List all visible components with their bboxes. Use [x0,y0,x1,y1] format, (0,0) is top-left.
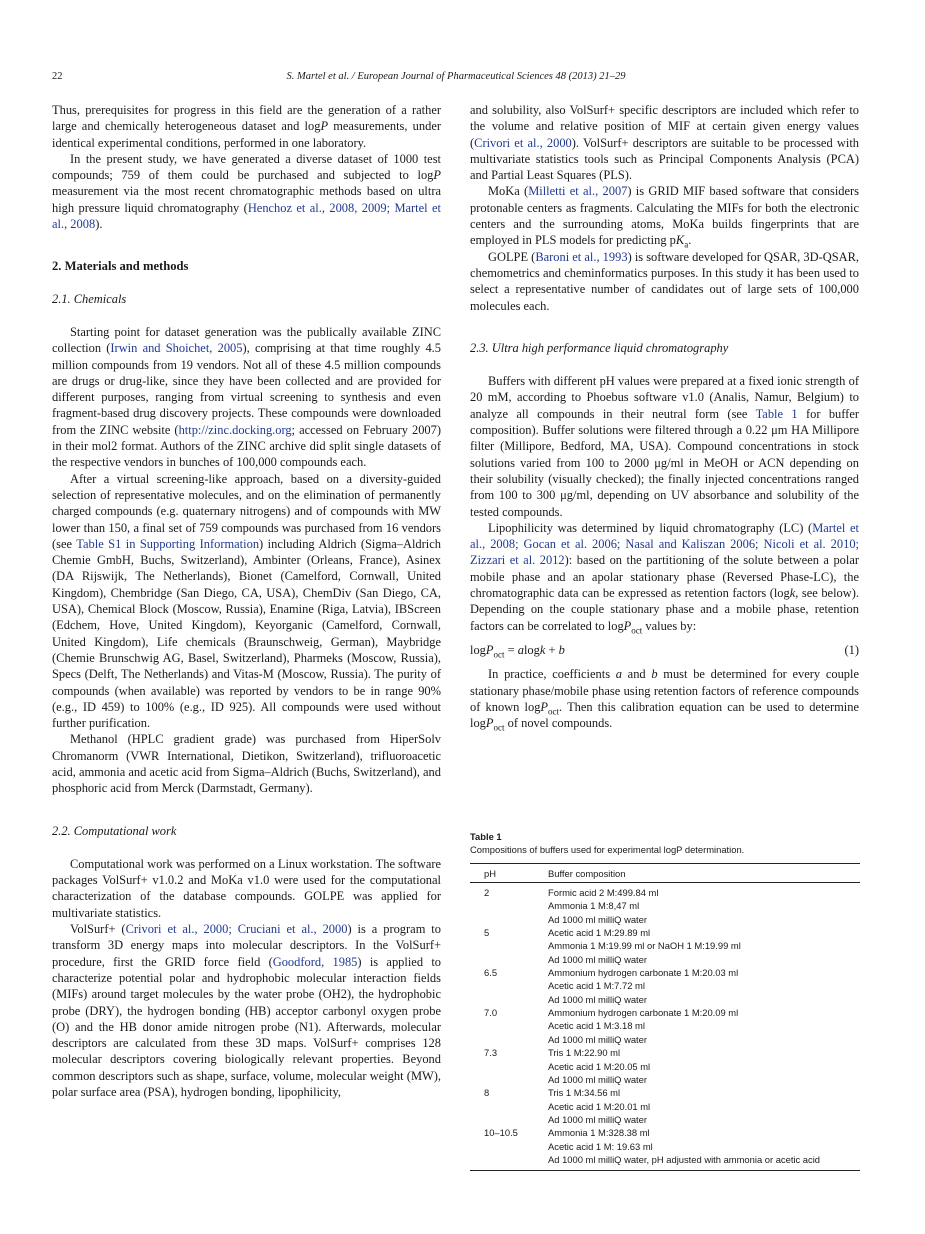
text-run: GOLPE ( [488,249,536,264]
citation-link[interactable]: Table S1 in Supporting Information [76,536,260,551]
paragraph [470,373,859,520]
text-run: must be determined for every couple stationary phase/mobile phase using retention factors of reference compounds of known log [470,667,859,714]
text-run: ): based on the partitioning of the solute between a polar mobile phase and an apolar stationary phase (Reversed Phase-LC), the chromatographic data can be expressed as retention factors (log [470,553,860,601]
paragraph [470,666,859,731]
composition-cell: Ammonia 1 M:328.38 ml [548,1127,650,1139]
text-run: ), comprising at that time roughly 4.5 million compounds from 19 vendors. Not all of these 4.5 million compounds are drugs or drug-like, since they have been collected and are provided for different purposes, ranging from virtual screening to synthesis and even fragment-based drug discovery projects. These compounds were downloaded from the ZINC website ( [52,341,441,437]
section-heading: 2. Materials and methods [52,259,189,274]
text-run: Starting point for dataset generation was the publically available ZINC collection ( [52,324,441,356]
column-header-ph: pH [470,863,548,882]
ph-cell: 7.3 [484,1047,498,1059]
composition-cell: Tris 1 M:22.90 ml [548,1047,621,1059]
ph-cell [470,1019,548,1032]
table-row [470,1006,860,1019]
composition-cell: Acetic acid 1 M:29.89 ml [548,927,651,939]
subscript-text: oct [631,625,643,636]
paragraph [470,520,859,634]
ph-cell: 7.0 [484,1007,498,1019]
ph-cell: 8 [484,1087,490,1099]
italic-text: a [615,667,622,682]
right-column [470,102,859,731]
text-run: In practice, coefficients [488,667,616,682]
table-row [470,1086,860,1099]
ph-cell [470,1113,548,1126]
italic-text: k [539,642,546,657]
composition-cell: Ammonia 1 M:19.99 ml or NaOH 1 M:19.99 ml [548,940,741,952]
table-row [470,979,860,992]
table-label: Table 1 [470,831,502,842]
paragraph [52,324,441,471]
composition-cell: Acetic acid 1 M:7.72 ml [548,980,645,992]
citation-link[interactable]: Crivori et al., 2000; Cruciani et al., 2000 [125,922,348,937]
table-row [470,926,860,939]
composition-cell: Tris 1 M:34.56 ml [548,1087,621,1099]
text-run: ; accessed on February 2007) in their mol2 format. Authors of the ZINC archive did split single datasets of the respective vendors in bunches of 100,000 compounds each. [52,422,441,470]
paragraph [52,731,441,796]
text-run: Methanol (HPLC gradient grade) was purchased from HiperSolv Chromanorm (VWR International, Dietikon, Switzerland), trifluoroacetic acid, ammonia and acetic acid from Sigma–Aldrich (Buchs, Switzerland), and phosphoric acid from Merck (Darmstadt, Germany). [52,732,441,796]
ph-cell [470,913,548,926]
table-row [470,913,860,926]
paragraph [52,921,441,1100]
citation-link[interactable]: http://zinc.docking.org [178,422,292,437]
ph-cell [470,1073,548,1086]
ph-cell [470,993,548,1006]
italic-text: b [558,642,565,657]
table-header-row [470,863,860,882]
text-run: ) is software developed for QSAR, 3D-QSAR, chemometrics and cheminformatics purposes. In this study it has been used to select a representative number of candidates out of large sets of 100,000 molecules each. [470,249,860,313]
subsection-heading: 2.3. Ultra high performance liquid chromatography [470,340,729,355]
citation-link[interactable]: Irwin and Shoichet, 2005 [110,341,243,356]
italic-text: P [540,699,549,714]
text-run: ) is GRID MIF based software that considers protonable centers as fragments. Calculating the MIFs for both the electronic centers and the surrounding atoms, MoKa builds fingerprints that are employed in PLS models for predicting p [470,184,860,248]
buffer-table [470,863,860,1172]
table-row [470,1073,860,1086]
text-run: ). [95,217,103,232]
table-caption [470,843,860,856]
text-run: MoKa ( [488,184,529,199]
citation-link[interactable]: Martel et al., 2008; Gocan et al. 2006; Nasal and Kaliszan 2006; Nicoli et al. 2010; Zizzari et al. 2012 [470,520,859,568]
text-run: Thus, prerequisites for progress in this field are the generation of a rather large and chemically heterogeneous dataset and log [52,103,441,134]
composition-cell: Ammonia 1 M:8,47 ml [548,900,640,912]
table-row [470,993,860,1006]
left-column [52,102,441,1100]
ph-cell: 10–10.5 [484,1127,518,1139]
subscript-text: oct [493,649,505,660]
table-row [470,1140,860,1153]
paragraph [470,249,859,314]
text-run: of novel compounds. [504,716,613,731]
ph-cell [470,1100,548,1113]
text-run: After a virtual screening-like approach, based on a diversity-guided selection of representative molecules, and on the elimination of permanently charged compounds (e.g. quaternary nitrogens) and of compounds with MW lower than 150, a final set of 759 compounds was purchased from 16 vendors (see [52,471,441,551]
table-row [470,966,860,979]
text-run: VolSurf+ ( [70,922,126,937]
text-run: for buffer composition). Buffer solutions were filtered through a 0.22 μm HA Millipore filter (Millipore, Bedford, MA, USA). Compound concentrations in stock solutions varied from 100 to 2000 μg/ml in MeOH or ACN depending on their solubility (visually checked); the finally injected concentrations ranged from 100 to 300 μg/ml, depending on UV absorbance and solubility of the tested compounds. [470,406,859,519]
equation-number: (1) [844,642,859,657]
text-run: log [523,642,540,657]
composition-cell: Ammonium hydrogen carbonate 1 M:20.09 ml [548,1007,739,1019]
composition-cell: Acetic acid 1 M: 19.63 ml [548,1140,653,1152]
composition-cell: Ad 1000 ml milliQ water [548,1033,647,1045]
subsection-heading: 2.2. Computational work [52,823,177,838]
text-run: and solubility, also VolSurf+ specific descriptors are included which refer to the volume and relative position of MIF at certain given energy values ( [470,103,859,150]
composition-cell: Acetic acid 1 M:20.01 ml [548,1100,651,1112]
paragraph [470,102,859,183]
text-run: + [545,642,559,657]
text-run: log [470,642,486,657]
subsection-heading: 2.1. Chemicals [52,291,127,306]
text-run: ) is applied to characterize potential polar and hydrophobic molecular interaction fields (MIFs) around target molecules by the water probe (OH2), the hydrophobic probe (DRY), the hydrogen bonding (HB) acceptor carbonyl oxygen probe (O) and the HB donor amide nitrogen probe (N1). Afterwards, molecular descriptors are calculated from these 3D maps. VolSurf+ comprises 128 molecular descriptors covering biologically relevant properties. Beyond common descriptors such as shape, surface, volume, molecular weight (MW), polar surface area (PSA), hydrogen bonding, lipophilicity, [52,954,442,1100]
citation-link[interactable]: Baroni et al., 1993 [535,249,628,264]
ph-cell [470,1153,548,1171]
ph-cell [470,939,548,952]
citation-link[interactable]: Table 1 [755,406,798,421]
italic-text: a [517,642,524,657]
table-row [470,1113,860,1126]
text-run: . Then this calibration equation can be used to determine log [470,699,859,731]
composition-cell: Ad 1000 ml milliQ water [548,993,647,1005]
composition-cell: Ad 1000 ml milliQ water, pH adjusted with ammonia or acetic acid [548,1153,820,1165]
ph-cell [470,953,548,966]
text-run: = [504,642,518,657]
citation-link[interactable]: Crivori et al., 2000 [474,135,572,150]
composition-cell: Ammonium hydrogen carbonate 1 M:20.03 ml [548,967,739,979]
ph-cell: 5 [484,927,490,939]
column-header-composition: Buffer composition [548,863,860,882]
citation-link[interactable]: Henchoz et al., 2008, 2009; Martel et al., 2008 [52,200,441,232]
citation-link[interactable]: Goodford, 1985 [272,954,358,969]
italic-text: K [675,233,685,248]
subscript-text: a [684,239,689,250]
composition-cell: Acetic acid 1 M:3.18 ml [548,1020,645,1032]
ph-cell: 2 [484,887,490,899]
composition-cell: Formic acid 2 M:499.84 ml [548,887,659,899]
italic-text: P [485,642,494,657]
text-run: Buffers with different pH values were prepared at a fixed ionic strength of 20 mM, according to Phoebus software v1.0 (Analis, Namur, Belgium) to analyze all compounds in their neutral form (see [470,374,859,421]
text-run: , see below). Depending on the couple stationary phase and a mobile phase, retention factors can be correlated to log [470,586,859,633]
paragraph [52,471,441,732]
composition-cell: Ad 1000 ml milliQ water [548,1073,647,1085]
paragraph [52,151,441,232]
table-row [470,1153,860,1171]
table-row [470,883,860,900]
ph-cell [470,979,548,992]
paragraph [52,102,441,151]
journal-citation: S. Martel et al. / European Journal of Pharmaceutical Sciences 48 (2013) 21–29 [286,71,626,82]
table-row [470,939,860,952]
italic-text: b [651,667,658,682]
text-run: values by: [642,618,697,633]
table-row [470,1060,860,1073]
table-row [470,1126,860,1139]
table-row [470,1033,860,1046]
table-row [470,1019,860,1032]
text-run: measurements, under identical experimental conditions, performed in one laboratory. [52,119,441,150]
text-run: Computational work was performed on a Linux workstation. The software packages VolSurf+ v1.0.2 and MoKa v1.0 were used for the computational characterization of the database compounds. GOLPE was applied for multivariate statistics. [52,856,441,920]
paragraph [470,183,859,248]
table-row [470,953,860,966]
ph-cell [470,1140,548,1153]
text-run: measurement via the most recent chromatographic methods based on ultra high pressure liquid chromatography ( [52,184,441,215]
table-row [470,1100,860,1113]
equation-body [470,642,565,658]
ph-cell [470,899,548,912]
text-run: ). VolSurf+ descriptors are suitable to be processed with multivariate statistics tools such as Principal Components Analysis (PCA) and Partial Least Squares (PLS). [470,135,860,183]
composition-cell: Ad 1000 ml milliQ water [548,913,647,925]
table-row [470,1046,860,1059]
italic-text: P [623,618,632,633]
composition-cell: Ad 1000 ml milliQ water [548,1113,647,1125]
composition-cell: Ad 1000 ml milliQ water [548,953,647,965]
table-row [470,899,860,912]
italic-text: P [485,716,494,731]
subscript-text: oct [493,722,505,733]
ph-cell [470,1060,548,1073]
ph-cell: 6.5 [484,967,498,979]
citation-link[interactable]: Milletti et al., 2007 [528,184,628,199]
text-run: ) is a program to transform 3D energy maps into molecular descriptors. In the VolSurf+ procedure, first the GRID force field ( [52,922,441,969]
text-run: In the present study, we have generated a diverse dataset of 1000 test compounds; 759 of them could be purchased and subjected to log [52,151,441,183]
page-number: 22 [52,71,63,82]
table-1 [470,830,860,1171]
text-run: ) including Aldrich (Sigma–Aldrich Chemie GmbH, Buchs, Switzerland), Ambinter (Orleans, France), Asinex (DA Rijswijk, The Netherlands), Bionet (Camelford, Cornwall, United Kingdom), Chembridge (San Diego, CA, USA), ChemDiv (San Diego, CA, USA), Chemical Block (Moscow, Russia), Enamine (Riga, Latvia), IBScreen (Edchem, Hove, United Kingdom), Keyorganic (Camelford, Cornwall, United Kingdom), Life chemicals (Braunschweig, German), Maybridge (Chemie Brunschwig AG, Basel, Switzerland), Pharmeks (Moscow, Russia), Specs (Delft, The Netherlands) and Vitas-M (Moscow, Russia). The purity of compounds (when available) was reported by vendors to be in range 90% (e.g., ID 459) to 100% (e.g., ID 925). All compounds were used without further purification. [52,536,441,731]
italic-text: k [789,586,796,601]
composition-cell: Acetic acid 1 M:20.05 ml [548,1060,651,1072]
text-run: and [621,667,652,682]
equation [470,642,859,658]
text-run: . [688,233,692,248]
italic-text: P [320,119,329,134]
table-caption-text: Compositions of buffers used for experimental logP determination. [470,844,745,856]
text-run: Lipophilicity was determined by liquid chromatography (LC) ( [488,520,813,535]
ph-cell [470,1033,548,1046]
paragraph [52,856,441,921]
italic-text: P [433,168,441,183]
subscript-text: oct [548,706,560,717]
